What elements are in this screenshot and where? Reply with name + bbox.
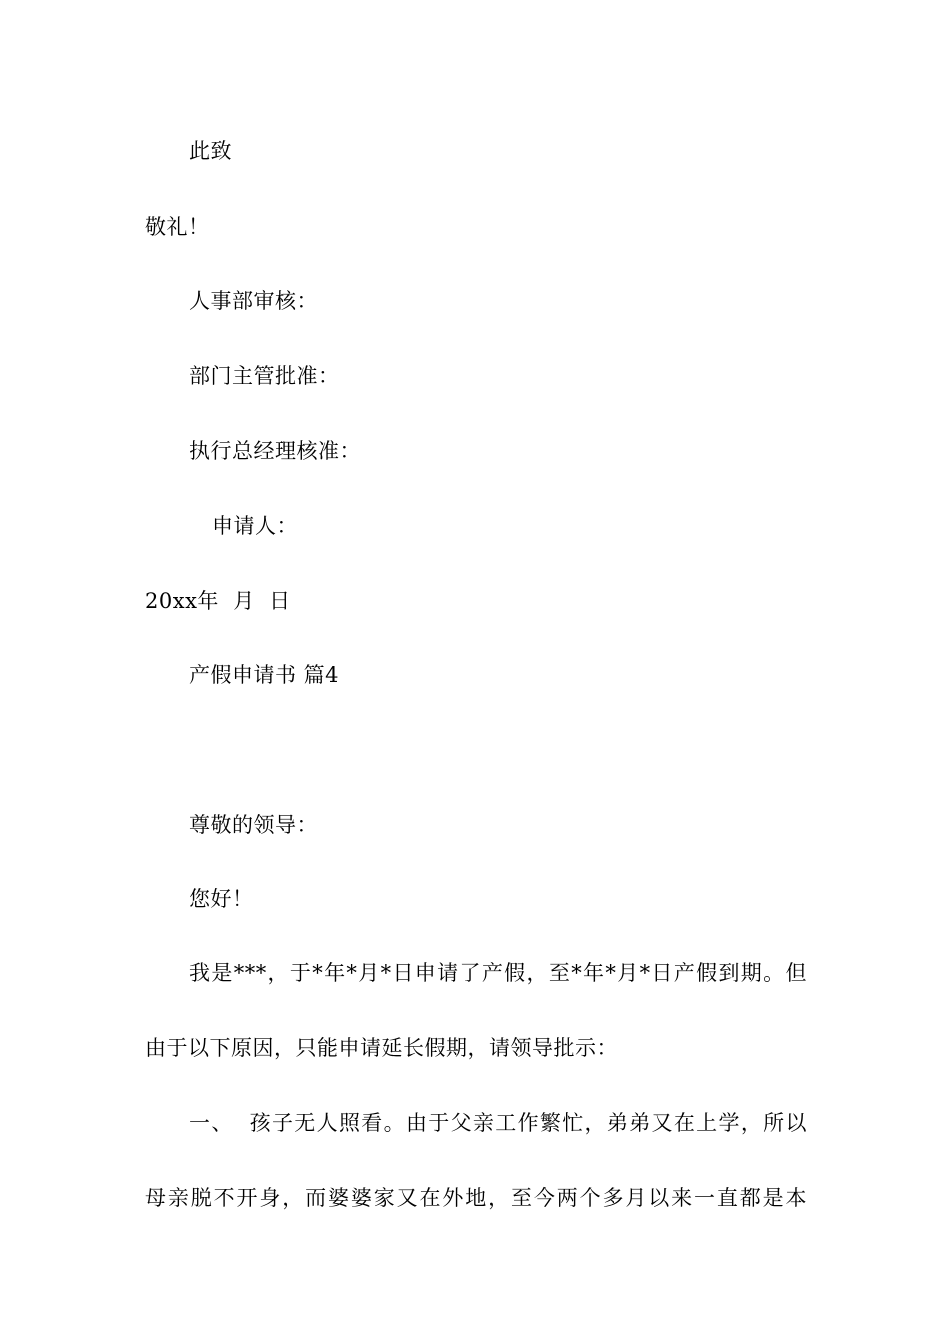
applicant-label: 申请人： — [212, 514, 298, 538]
date-line: 20xx年 月 日 — [145, 589, 291, 613]
dept-approval-label: 部门主管批准： — [189, 364, 340, 388]
paragraph-1-line-1: 我是***，于*年*月*日申请了产假，至*年*月*日产假到期。但 — [189, 961, 807, 985]
section-title: 产假申请书 篇4 — [189, 663, 340, 687]
hr-review-label: 人事部审核： — [189, 289, 318, 313]
salutation: 尊敬的领导： — [189, 813, 318, 837]
paragraph-2-line-2: 母亲脱不开身，而婆婆家又在外地，至今两个多月以来一直都是本 — [145, 1186, 807, 1210]
closing-line-1: 此致 — [189, 139, 232, 163]
closing-line-2: 敬礼！ — [145, 215, 210, 239]
gm-approval-label: 执行总经理核准： — [189, 439, 361, 463]
greeting: 您好！ — [189, 887, 254, 911]
paragraph-2-line-1: 一、 孩子无人照看。由于父亲工作繁忙，弟弟又在上学，所以 — [189, 1111, 807, 1135]
paragraph-1-line-2: 由于以下原因，只能申请延长假期，请领导批示： — [145, 1036, 618, 1060]
